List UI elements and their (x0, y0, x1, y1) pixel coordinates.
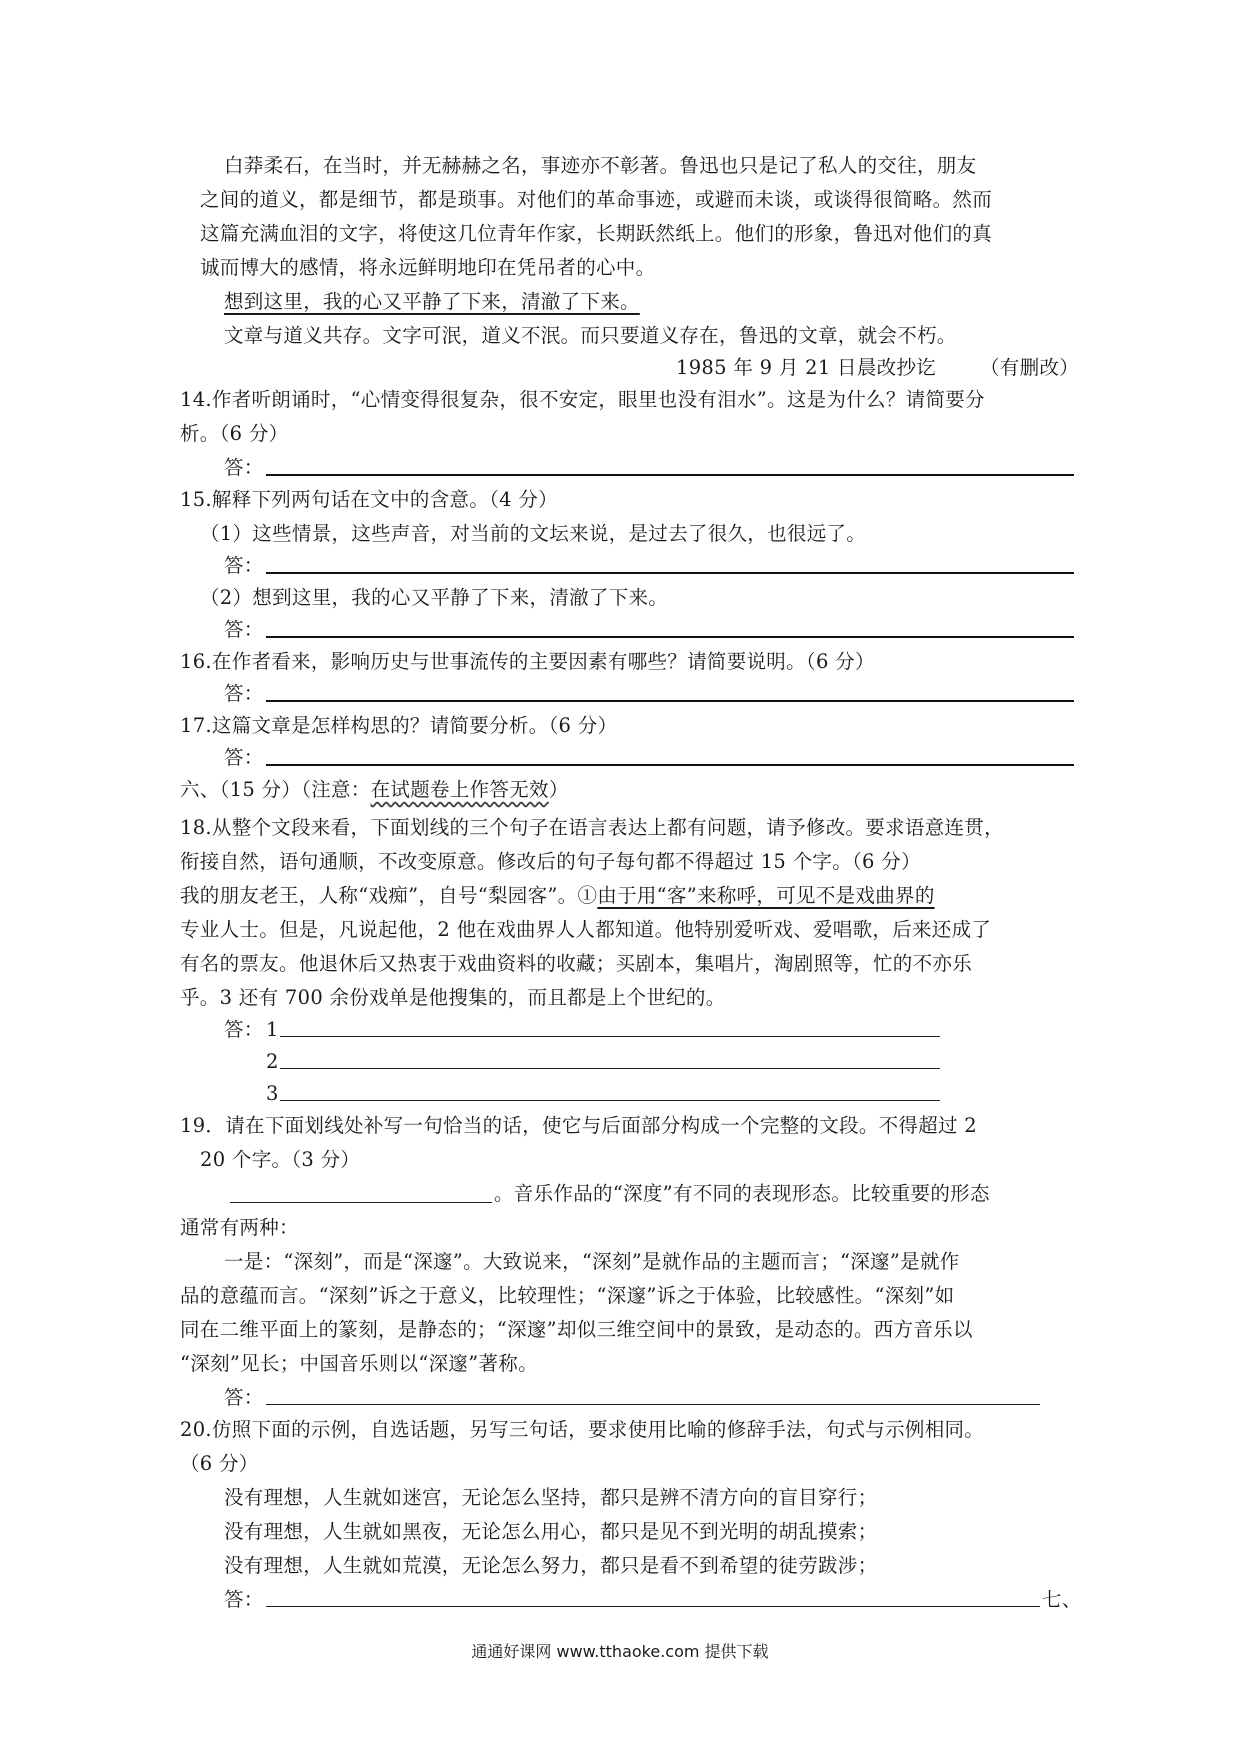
passage-line: 之间的道义，都是细节，都是琐事。对他们的革命事迹，或避而未谈，或谈得很简略。然而 (200, 188, 993, 211)
question-19-text-line: 同在二维平面上的篆刻，是静态的；“深邃”却似三维空间中的景致，是动态的。西方音乐以 (180, 1318, 973, 1341)
next-section-marker: 七、 (1042, 1588, 1082, 1611)
answer-line[interactable] (266, 1606, 1040, 1607)
question-18-text-line: 专业人士。但是，凡说起他，2 他在戏曲界人人都知道。他特别爱听戏、爱唱歌，后来还成了 (180, 918, 992, 941)
question-18-text-a: 我的朋友老王，人称“戏痴”，自号“梨园客”。① (180, 884, 598, 907)
source-note: （有删改） (980, 356, 1080, 379)
answer-line[interactable] (266, 764, 1074, 766)
question-20-stem: 20.仿照下面的示例，自选话题，另写三句话，要求使用比喻的修辞手法，句式与示例相同。 (180, 1418, 985, 1441)
question-14-stem-cont: 析。（6 分） (180, 422, 289, 445)
answer-label: 答： (224, 456, 264, 479)
answer-label: 答： (224, 1018, 264, 1041)
question-18-text-line (180, 880, 935, 912)
fill-in-blank[interactable] (230, 1202, 492, 1203)
question-18-text-line: 乎。3 还有 700 余份戏单是他搜集的，而且都是上个世纪的。 (180, 986, 726, 1009)
question-19-stem: 19．请在下面划线处补写一句恰当的话，使它与后面部分构成一个完整的文段。不得超过 2 (180, 1114, 978, 1137)
answer-blank-number: 1 (266, 1018, 279, 1041)
answer-label: 答： (224, 554, 264, 577)
passage-line: 文章与道义共存。文字可泯，道义不泯。而只要道义存在，鲁迅的文章，就会不朽。 (224, 324, 957, 347)
section-6-suffix: ） (548, 778, 569, 801)
question-19-text-line: 品的意蕴而言。“深刻”诉之于意义，比较理性；“深邃”诉之于体验，比较感性。“深刻”如 (180, 1284, 955, 1307)
question-18-stem: 18.从整个文段来看，下面划线的三个句子在语言表达上都有问题，请予修改。要求语意连贯， (180, 816, 1004, 839)
example-sentence: 没有理想，人生就如迷宫，无论怎么坚持，都只是辨不清方向的盲目穿行； (224, 1486, 878, 1509)
underlined-sentence-1: 由于用“客”来称呼，可见不是戏曲界的 (597, 884, 935, 907)
underlined-sentence: 想到这里，我的心又平静了下来，清澈了下来。 (224, 290, 640, 313)
passage-line: 白莽柔石，在当时，并无赫赫之名，事迹亦不彰著。鲁迅也只是记了私人的交往，朋友 (224, 154, 977, 177)
answer-line[interactable] (266, 636, 1074, 638)
answer-label: 答： (224, 618, 264, 641)
question-19-text-line: 一是：“深刻”，而是“深邃”。大致说来，“深刻”是就作品的主题而言；“深邃”是就作 (224, 1250, 960, 1273)
section-6-heading (180, 774, 569, 806)
answer-line[interactable] (280, 1100, 940, 1101)
question-19-text-line: 通常有两种： (180, 1216, 299, 1239)
section-6-prefix: 六、（15 分）（注意： (180, 778, 371, 801)
passage-line: 这篇充满血泪的文字，将使这几位青年作家，长期跃然纸上。他们的形象，鲁迅对他们的真 (200, 222, 993, 245)
example-sentence: 没有理想，人生就如荒漠，无论怎么努力，都只是看不到希望的徒劳跋涉； (224, 1554, 878, 1577)
question-19-text-line: “深刻”见长；中国音乐则以“深邃”著称。 (180, 1352, 538, 1375)
answer-blank-number: 3 (266, 1082, 279, 1105)
question-15-sentence-2: （2）想到这里，我的心又平静了下来，清澈了下来。 (200, 586, 669, 609)
question-14-stem: 14.作者听朗诵时，“心情变得很复杂，很不安定，眼里也没有泪水”。这是为什么？请简要分 (180, 388, 985, 411)
section-6-notice: 在试题卷上作答无效 (370, 778, 549, 801)
answer-label: 答： (224, 1386, 264, 1409)
passage-line: 诚而博大的感情，将永远鲜明地印在凭吊者的心中。 (200, 256, 656, 279)
page-footer: 通通好课网 www.tthaoke.com 提供下载 (471, 1642, 769, 1661)
question-15-stem: 15.解释下列两句话在文中的含意。（4 分） (180, 488, 558, 511)
question-15-sentence-1: （1）这些情景，这些声音，对当前的文坛来说，是过去了很久，也很远了。 (200, 522, 867, 545)
question-19-after-blank: 。音乐作品的“深度”有不同的表现形态。比较重要的形态 (494, 1182, 990, 1205)
example-sentence: 没有理想，人生就如黑夜，无论怎么用心，都只是见不到光明的胡乱摸索； (224, 1520, 878, 1543)
answer-line[interactable] (266, 572, 1074, 574)
question-19-stem-cont: 20 个字。（3 分） (200, 1148, 361, 1171)
passage-date: 1985 年 9 月 21 日晨改抄讫 (676, 356, 937, 379)
answer-line[interactable] (266, 474, 1074, 476)
answer-line[interactable] (266, 700, 1074, 702)
answer-line[interactable] (280, 1036, 940, 1037)
question-16-stem: 16.在作者看来，影响历史与世事流传的主要因素有哪些？请简要说明。（6 分） (180, 650, 875, 673)
question-18-stem-cont: 衔接自然，语句通顺，不改变原意。修改后的句子每句都不得超过 15 个字。（6 分） (180, 850, 921, 873)
answer-blank-number: 2 (266, 1050, 279, 1073)
question-18-text-line: 有名的票友。他退休后又热衷于戏曲资料的收藏；买剧本，集唱片，淘剧照等，忙的不亦乐 (180, 952, 973, 975)
question-20-stem-cont: （6 分） (180, 1452, 259, 1475)
answer-line[interactable] (280, 1068, 940, 1069)
answer-line[interactable] (266, 1404, 1040, 1405)
answer-label: 答： (224, 1588, 264, 1611)
answer-label: 答： (224, 746, 264, 769)
question-17-stem: 17.这篇文章是怎样构思的？请简要分析。（6 分） (180, 714, 618, 737)
answer-label: 答： (224, 682, 264, 705)
